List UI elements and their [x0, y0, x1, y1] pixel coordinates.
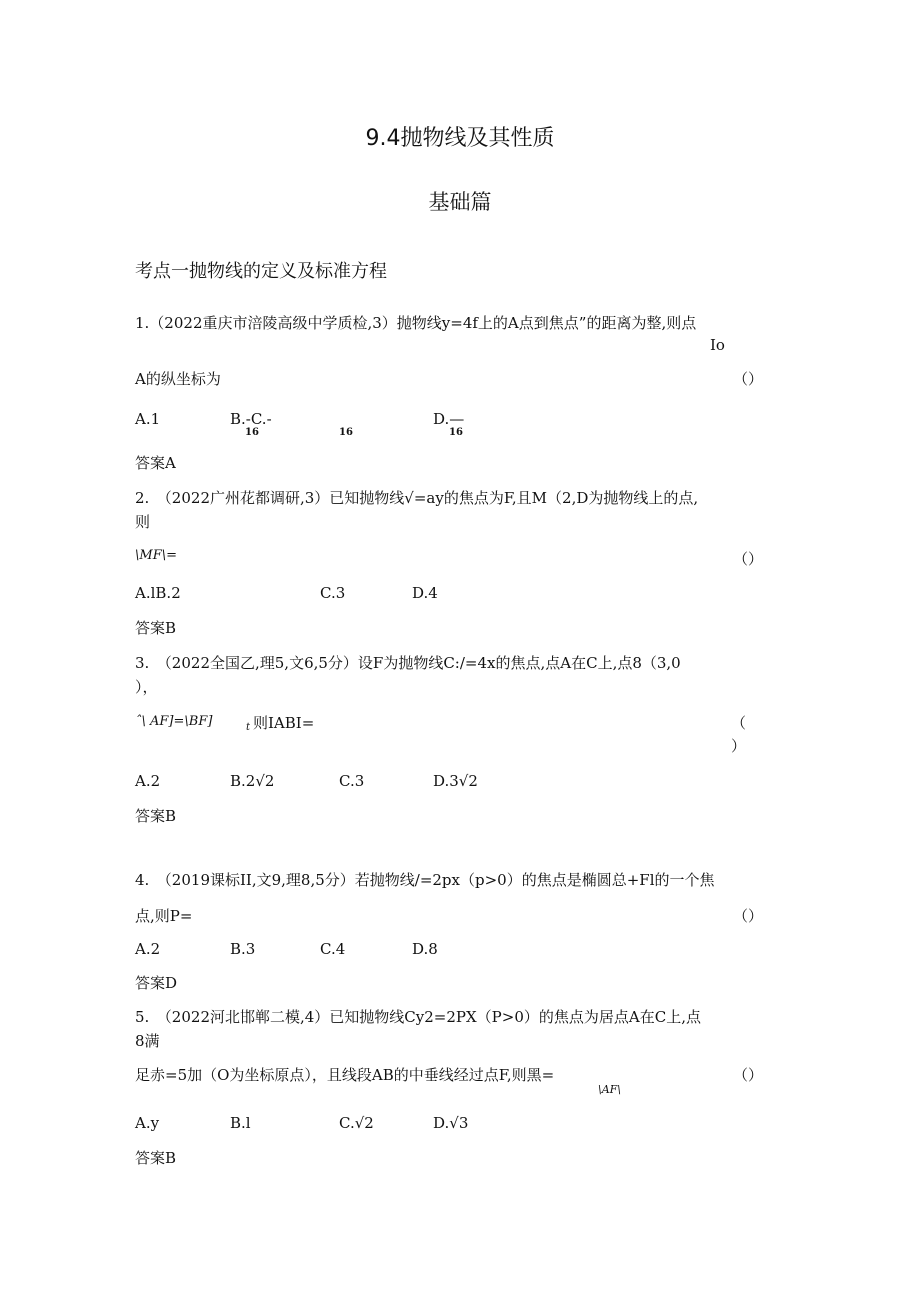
q1-option-b-subscript: 16	[245, 427, 259, 438]
q5-option-b: B.l	[230, 1114, 251, 1132]
q3-stem-line1-cont: ），	[135, 678, 158, 696]
q3-stem-line1: 3. （2022全国乙,理5,文6,5分）设F为抛物线C:/=4x的焦点,点A在C上,点8（3,0	[135, 654, 681, 672]
q4-option-c: C.4	[320, 940, 346, 958]
q2-answer: 答案B	[135, 619, 177, 637]
q1-answer-paren: （）	[733, 370, 764, 388]
q4-answer: 答案D	[135, 974, 178, 992]
q2-option-d: D.4	[412, 584, 438, 602]
q4-option-d: D.8	[412, 940, 438, 958]
q5-stem-line2: 足赤=5加（O为坐标原点），且线段AB的中垂线经过点F,则黑=	[135, 1066, 555, 1084]
q1-fraction-denominator: Io	[710, 336, 725, 354]
q3-option-b: B.2√2	[230, 772, 275, 790]
q1-option-d-subscript: 16	[449, 427, 463, 438]
q1-option-b-c: B.-C.-	[230, 410, 272, 428]
q2-stem-line1-cont: 则	[135, 513, 151, 531]
q1-option-a: A.1	[135, 410, 161, 428]
q5-answer: 答案B	[135, 1149, 177, 1167]
q3-option-d: D.3√2	[433, 772, 478, 790]
q4-answer-paren: （）	[733, 907, 764, 925]
q3-paren-close: ）	[731, 737, 747, 755]
q1-option-c-subscript: 16	[339, 427, 353, 438]
q1-stem-line2: A的纵坐标为	[135, 370, 221, 388]
page-title: 9.4抛物线及其性质	[365, 126, 555, 151]
q5-option-c: C.√2	[339, 1114, 374, 1132]
q5-option-a: A.y	[135, 1114, 160, 1132]
q4-stem-line2: 点,则P=	[135, 907, 193, 925]
q2-stem-line1: 2. （2022广州花都调研,3）已知抛物线√=ay的焦点为F,且M（2,D为抛物线上的点,	[135, 489, 699, 507]
q4-option-b: B.3	[230, 940, 256, 958]
q3-option-a: A.2	[135, 772, 161, 790]
q3-question-text: 则IABI=	[253, 714, 315, 732]
q1-stem-line1: 1.（2022重庆市涪陵高级中学质检,3）抛物线y=4f上的A点到焦点”的距离为整,则点	[135, 314, 697, 332]
page-subtitle: 基础篇	[428, 190, 492, 214]
q5-answer-paren: （）	[733, 1066, 764, 1084]
q3-paren-open: （	[731, 714, 747, 732]
q3-option-c: C.3	[339, 772, 365, 790]
q1-option-d: D.—	[433, 410, 465, 428]
q1-answer: 答案A	[135, 454, 176, 472]
q2-stem-line2: \MF\=	[135, 548, 177, 563]
q3-answer: 答案B	[135, 807, 177, 825]
q5-stem-line1: 5. （2022河北邯郸二模,4）已知抛物线Cy2=2PX（P>0）的焦点为居点A在C上,点	[135, 1008, 701, 1026]
q4-option-a: A.2	[135, 940, 161, 958]
q2-option-a-b: A.lB.2	[135, 584, 181, 602]
q5-stem-line1-cont: 8满	[135, 1032, 160, 1050]
q4-stem-line1: 4. （2019课标II,文9,理8,5分）若抛物线/=2px（p>0）的焦点是椭圆总+Fl的一个焦	[135, 871, 715, 889]
q2-answer-paren: （）	[733, 550, 764, 568]
q2-option-c: C.3	[320, 584, 346, 602]
q5-fraction-denominator: \AF\	[598, 1083, 621, 1096]
q5-option-d: D.√3	[433, 1114, 469, 1132]
q3-condition-subscript: t	[246, 722, 251, 733]
section-heading: 考点一抛物线的定义及标准方程	[135, 261, 387, 282]
q3-condition: ˆ\ AF]=\BF]	[135, 714, 213, 729]
